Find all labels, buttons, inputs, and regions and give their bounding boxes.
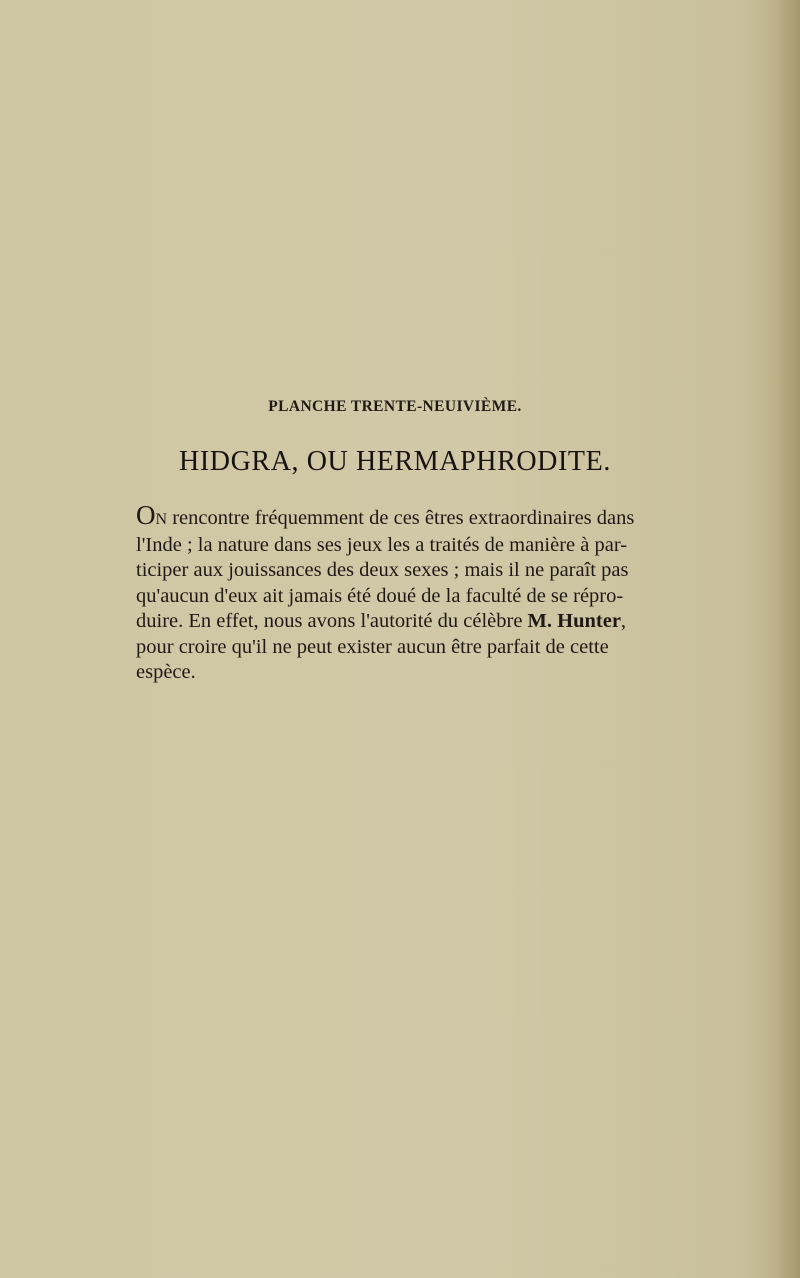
plate-heading: PLANCHE TRENTE-NEUIVIÈME. (268, 398, 522, 415)
body-paragraph (136, 500, 702, 686)
person-name: M. Hunter (527, 610, 621, 632)
paragraph-line-5: duire. En effet, nous avons l'autorité du célèbre M. Hunter, (136, 610, 627, 632)
paragraph-line-7: espèce. (136, 661, 196, 683)
drop-initial: O (136, 500, 156, 530)
page-edge-shadow (778, 0, 800, 1278)
paragraph-line-2: l'Inde ; la nature dans ses jeux les a traités de manière à par- (136, 533, 628, 556)
small-cap: N (155, 511, 168, 528)
paragraph-line-1: ON rencontre fréquemment de ces êtres extraordinaires dans (136, 500, 635, 530)
paragraph-line-4: qu'aucun d'eux ait jamais été doué de la faculté de se répro- (136, 584, 624, 607)
page-title: HIDGRA, OU HERMAPHRODITE. (179, 446, 611, 477)
paragraph-line-3: ticiper aux jouissances des deux sexes ; mais il ne paraît pas (136, 559, 629, 581)
paragraph-line-6: pour croire qu'il ne peut exister aucun être parfait de cette (136, 635, 609, 658)
